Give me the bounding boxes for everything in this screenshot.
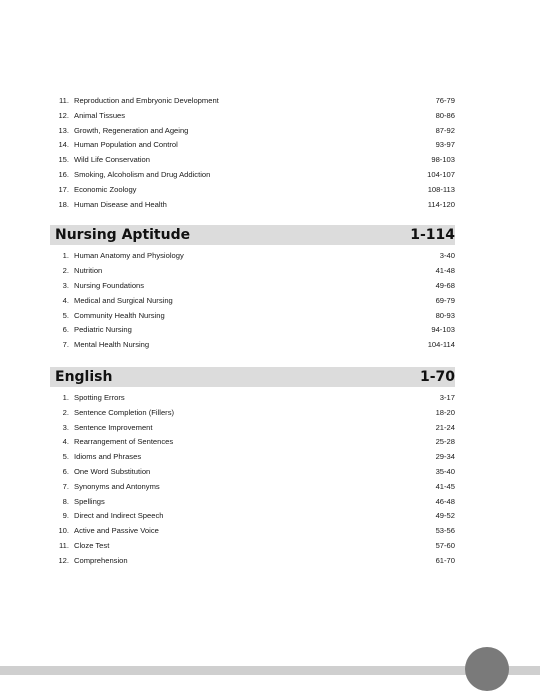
- toc-entry: [50, 249, 455, 264]
- section-header: [50, 225, 455, 245]
- toc-entry-title: Animal Tissues: [74, 110, 126, 120]
- section-page-range: 1-70: [419, 368, 455, 385]
- toc-entry-title: Community Health Nursing: [74, 310, 165, 320]
- toc-entry: [50, 539, 455, 554]
- toc-entry-pages: 53-56: [435, 526, 455, 536]
- toc-entry-pages: 98-103: [431, 155, 455, 165]
- toc-entry-title: Sentence Completion (Fillers): [74, 407, 175, 417]
- toc-entry-pages: 108-113: [427, 184, 455, 194]
- toc-entry-pages: 3-40: [439, 251, 455, 261]
- toc-entry-number: 13.: [58, 125, 69, 135]
- toc-entry-number: 16.: [58, 169, 69, 179]
- toc-entry-title: Synonyms and Antonyms: [74, 481, 160, 491]
- toc-entry-title: Nursing Foundations: [74, 280, 145, 290]
- toc-entry-number: 1.: [62, 251, 69, 261]
- toc-entry: [50, 309, 455, 324]
- toc-entry-pages: 21-24: [435, 422, 455, 432]
- toc-entry-number: 6.: [62, 466, 69, 476]
- toc-entry-number: 11.: [59, 96, 69, 105]
- toc-entry-title: Smoking, Alcoholism and Drug Addiction: [74, 169, 211, 179]
- toc-entry-title: Direct and Indirect Speech: [74, 511, 164, 521]
- toc-entry: [50, 435, 455, 450]
- toc-entry: [50, 495, 455, 510]
- toc-entry-number: 1.: [62, 392, 69, 402]
- toc-entry-pages: 93-97: [435, 140, 455, 150]
- toc-entry-title: Sentence Improvement: [74, 422, 153, 432]
- toc-entry-title: Growth, Regeneration and Ageing: [74, 125, 189, 135]
- section-header: [50, 367, 455, 387]
- toc-entry-number: 2.: [62, 266, 69, 276]
- toc-entry-number: 2.: [62, 407, 69, 417]
- section-title: Nursing Aptitude: [55, 227, 191, 244]
- toc-entry-number: 4.: [62, 437, 69, 447]
- toc-entry-title: Spotting Errors: [74, 392, 125, 402]
- toc-entry-number: 5.: [62, 452, 69, 462]
- toc-entry-number: 18.: [58, 199, 69, 209]
- toc-entry-title: Human Anatomy and Physiology: [74, 251, 184, 261]
- section-title: English: [55, 368, 113, 385]
- toc-section-biology-continued: [50, 94, 455, 212]
- toc-entry-title: Nutrition: [74, 266, 103, 276]
- footer-bar: [0, 666, 540, 675]
- toc-entry-pages: 41-45: [435, 481, 455, 491]
- toc-entry-title: Medical and Surgical Nursing: [74, 295, 173, 305]
- toc-entry-title: Comprehension: [74, 555, 128, 565]
- toc-entry: [50, 480, 455, 495]
- toc-entry: [50, 279, 455, 294]
- toc-entry: [50, 406, 455, 421]
- toc-entry: [50, 198, 455, 213]
- toc-entry-pages: 46-48: [435, 496, 455, 506]
- toc-entry: [50, 391, 455, 406]
- toc-entry-title: Human Disease and Health: [74, 199, 167, 209]
- toc-entry-title: Active and Passive Voice: [74, 526, 159, 536]
- toc-entry: [50, 323, 455, 338]
- toc-entry: [50, 109, 455, 124]
- toc-entry-pages: 18-20: [435, 407, 455, 417]
- toc-entry: [50, 168, 455, 183]
- toc-entry: [50, 183, 455, 198]
- toc-entry-pages: 61-70: [435, 555, 455, 565]
- toc-entry-number: 4.: [62, 295, 69, 305]
- toc-entry-title: One Word Substitution: [74, 466, 151, 476]
- toc-entry: [50, 124, 455, 139]
- table-of-contents: [50, 94, 455, 569]
- toc-entry: [50, 94, 455, 109]
- toc-entry-number: 14.: [58, 140, 69, 150]
- toc-entry-title: Rearrangement of Sentences: [74, 437, 174, 447]
- toc-entry-pages: 3-17: [439, 392, 455, 402]
- toc-entry-title: Economic Zoology: [74, 184, 137, 194]
- toc-entry-number: 7.: [62, 481, 69, 491]
- toc-entry-pages: 94-103: [431, 325, 455, 335]
- toc-entry: [50, 524, 455, 539]
- toc-entry-number: 12.: [58, 555, 69, 565]
- toc-entry-title: Mental Health Nursing: [74, 340, 150, 350]
- toc-entry-pages: 104-107: [427, 169, 455, 179]
- toc-entry-number: 15.: [58, 155, 69, 165]
- toc-entry-pages: 69-79: [435, 295, 455, 305]
- toc-entry-pages: 57-60: [435, 540, 455, 550]
- toc-entry-pages: 87-92: [435, 125, 455, 135]
- toc-entry-pages: 104-114: [427, 340, 455, 350]
- toc-entry: [50, 153, 455, 168]
- toc-entry: [50, 465, 455, 480]
- toc-entry-pages: 49-68: [435, 280, 455, 290]
- toc-entry-number: 5.: [62, 310, 69, 320]
- toc-entry-number: 9.: [62, 511, 69, 521]
- toc-entry-pages: 25-28: [435, 437, 455, 447]
- toc-entry: [50, 554, 455, 569]
- toc-entry-title: Wild Life Conservation: [74, 155, 150, 165]
- toc-entry-number: 11.: [59, 540, 69, 550]
- toc-section-nursing-aptitude: [50, 225, 455, 353]
- toc-entry-pages: 41-48: [435, 266, 455, 276]
- toc-entry-pages: 29-34: [435, 452, 455, 462]
- toc-entry-title: Reproduction and Embryonic Development: [74, 96, 219, 105]
- toc-entry-number: 3.: [62, 280, 69, 290]
- toc-entry-number: 12.: [58, 110, 69, 120]
- section-page-range: 1-114: [410, 227, 455, 244]
- toc-entry-number: 17.: [58, 184, 69, 194]
- toc-entry-number: 3.: [62, 422, 69, 432]
- toc-entry-pages: 76-79: [435, 96, 455, 105]
- toc-entry: [50, 138, 455, 153]
- toc-entry-title: Idioms and Phrases: [74, 452, 142, 462]
- toc-entry-number: 10.: [58, 526, 69, 536]
- toc-entry-title: Human Population and Control: [74, 140, 178, 150]
- toc-entry: [50, 509, 455, 524]
- toc-entry: [50, 338, 455, 353]
- toc-entry: [50, 264, 455, 279]
- toc-entry-title: Pediatric Nursing: [74, 325, 132, 335]
- page-number-circle: [465, 647, 509, 691]
- toc-entry: [50, 421, 455, 436]
- toc-entry-number: 8.: [62, 496, 69, 506]
- toc-entry-pages: 35-40: [435, 466, 455, 476]
- toc-entry-pages: 80-93: [435, 310, 455, 320]
- toc-entry-title: Cloze Test: [74, 540, 110, 550]
- toc-entry: [50, 450, 455, 465]
- toc-entry-pages: 49-52: [435, 511, 455, 521]
- toc-entry-number: 6.: [62, 325, 69, 335]
- toc-entry: [50, 294, 455, 309]
- toc-entry-number: 7.: [62, 340, 69, 350]
- toc-section-english: [50, 367, 455, 569]
- toc-entry-pages: 114-120: [427, 199, 455, 209]
- toc-entry-pages: 80-86: [435, 110, 455, 120]
- toc-entry-title: Spellings: [74, 496, 105, 506]
